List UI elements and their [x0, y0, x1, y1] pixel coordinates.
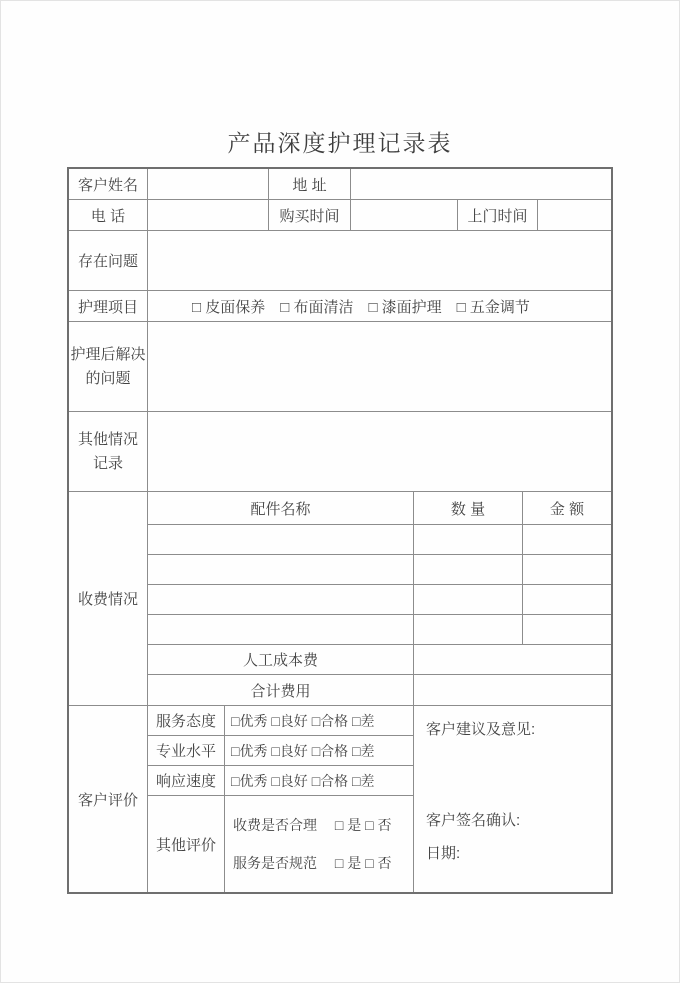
total-cost-row: [148, 675, 611, 705]
form-title: 产品深度护理记录表: [227, 130, 453, 156]
row-customer-address: [69, 169, 611, 200]
fee-reasonable-checkboxes[interactable]: 收费是否合理 □ 是 □ 否: [233, 816, 392, 833]
care-items-label: 护理项目: [69, 291, 148, 321]
charges-label: 收费情况: [69, 492, 148, 705]
other-evaluation-checkboxes: [225, 796, 413, 892]
accessory-row-4: [148, 615, 611, 645]
accessory-name-field[interactable]: [148, 525, 414, 554]
address-label: 地 址: [269, 169, 351, 199]
existing-problems-field[interactable]: [148, 231, 611, 290]
accessory-row-1: [148, 525, 611, 555]
solved-problems-field[interactable]: [148, 322, 611, 411]
evaluation-subtable: [148, 706, 414, 892]
solved-problems-label-line1: 护理后解决: [70, 345, 146, 363]
customer-feedback-cell: [414, 706, 611, 892]
professional-level-label: 专业水平: [148, 736, 225, 765]
amount-field[interactable]: [523, 615, 611, 644]
amount-field[interactable]: [523, 525, 611, 554]
response-speed-row: [148, 766, 413, 796]
section-evaluation: [69, 706, 611, 892]
row-other-records: [69, 412, 611, 492]
phone-field[interactable]: [148, 200, 269, 230]
row-care-items: [69, 291, 611, 322]
accessory-name-field[interactable]: [148, 555, 414, 584]
existing-problems-label: 存在问题: [69, 231, 148, 290]
response-speed-label: 响应速度: [148, 766, 225, 795]
other-records-label-line2: 记录: [92, 454, 123, 472]
quantity-field[interactable]: [414, 555, 523, 584]
customer-suggestion-label: 客户建议及意见:: [426, 721, 536, 738]
customer-name-field[interactable]: [148, 169, 269, 199]
service-standard-checkboxes[interactable]: 服务是否规范 □ 是 □ 否: [233, 855, 392, 872]
row-solved-problems: [69, 322, 611, 412]
row-existing-problems: [69, 231, 611, 291]
charges-header-row: [148, 492, 611, 525]
service-attitude-label: 服务态度: [148, 706, 225, 735]
date-label[interactable]: 日期:: [426, 845, 461, 862]
solved-problems-label: [69, 322, 148, 411]
labor-cost-field[interactable]: [414, 645, 611, 674]
amount-field[interactable]: [523, 585, 611, 614]
other-evaluation-label: 其他评价: [148, 796, 225, 892]
accessory-row-3: [148, 585, 611, 615]
purchase-time-field[interactable]: [351, 200, 458, 230]
solved-problems-label-line2: 的问题: [85, 369, 131, 387]
visit-time-field[interactable]: [538, 200, 611, 230]
address-field[interactable]: [351, 169, 611, 199]
service-attitude-checkboxes[interactable]: □优秀 □良好 □合格 □差: [231, 712, 375, 729]
row-phone-times: [69, 200, 611, 231]
professional-level-checkboxes[interactable]: □优秀 □良好 □合格 □差: [231, 742, 375, 759]
quantity-field[interactable]: [414, 615, 523, 644]
other-records-label-line1: 其他情况: [77, 430, 138, 448]
response-speed-checkboxes[interactable]: □优秀 □良好 □合格 □差: [231, 772, 375, 789]
quantity-field[interactable]: [414, 525, 523, 554]
customer-signature-label[interactable]: 客户签名确认:: [426, 812, 521, 829]
accessory-name-field[interactable]: [148, 585, 414, 614]
other-records-field[interactable]: [148, 412, 611, 491]
quantity-field[interactable]: [414, 585, 523, 614]
other-records-label: [69, 412, 148, 491]
total-cost-label: 合计费用: [148, 675, 414, 705]
accessory-name-field[interactable]: [148, 615, 414, 644]
accessory-row-2: [148, 555, 611, 585]
phone-label: 电 话: [69, 200, 148, 230]
care-items-checkboxes[interactable]: □ 皮面保养 □ 布面清洁 □ 漆面护理 □ 五金调节: [192, 298, 530, 316]
form-table: [67, 167, 613, 894]
purchase-time-label: 购买时间: [269, 200, 351, 230]
amount-header: 金 额: [549, 500, 585, 518]
quantity-header: 数 量: [414, 492, 523, 524]
section-charges: [69, 492, 611, 706]
visit-time-label: 上门时间: [458, 200, 538, 230]
labor-cost-row: [148, 645, 611, 675]
labor-cost-label: 人工成本费: [148, 645, 414, 674]
evaluation-label: 客户评价: [69, 706, 148, 892]
amount-field[interactable]: [523, 555, 611, 584]
customer-name-label: 客户姓名: [69, 169, 148, 199]
charges-subtable: [148, 492, 611, 705]
service-attitude-row: [148, 706, 413, 736]
professional-level-row: [148, 736, 413, 766]
other-evaluation-row: [148, 796, 413, 892]
accessory-name-header: 配件名称: [148, 492, 414, 524]
total-cost-field[interactable]: [414, 675, 611, 705]
